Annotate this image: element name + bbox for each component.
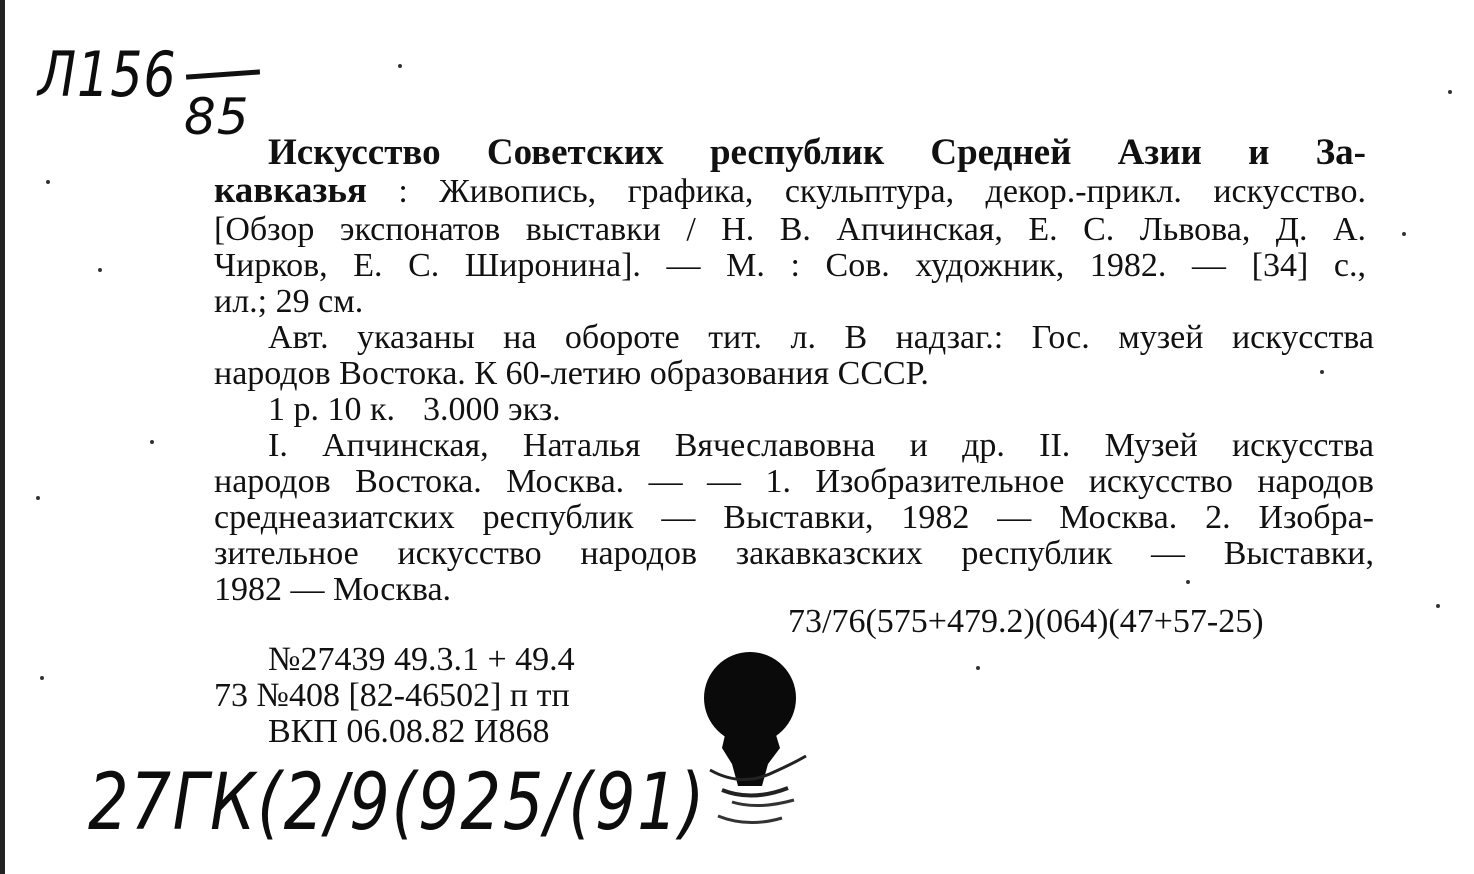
description-line-3: ил.; 29 см. (214, 283, 364, 320)
added-entry-line: народов Востока. Москва. — — 1. Изобразительное искусство народов (214, 463, 1374, 500)
copies: 3.000 экз. (423, 391, 561, 428)
speck (98, 268, 102, 272)
title-continuation: кавказья (214, 170, 367, 211)
speck (1402, 232, 1406, 236)
accession-line-3: ВКП 06.08.82 И868 (268, 713, 550, 750)
punch-hole (702, 652, 812, 832)
speck (1320, 370, 1324, 374)
handwritten-classmark: 27ГК(2/9(925/(91) (88, 758, 707, 848)
speck (1436, 604, 1440, 608)
added-entry-line: среднеазиатских республик — Выставки, 1982 — Москва. 2. Изобра- (214, 499, 1374, 536)
speck (150, 440, 154, 444)
accession-line-2: 73 №408 [82-46502] п тп (214, 677, 570, 714)
handwritten-shelfmark: Л156 (38, 38, 177, 111)
price: 1 р. 10 к. (268, 391, 396, 428)
subtitle: : Живопись, графика, скульптура, декор.-прикл. искусство. (366, 173, 1366, 210)
speck (40, 676, 44, 680)
speck (976, 666, 980, 670)
speck (1448, 90, 1452, 94)
title-line-2 (214, 170, 1366, 211)
udc-classification: 73/76(575+479.2)(064)(47+57-25) (788, 603, 1264, 640)
note-line-2: народов Востока. К 60-летию образования СССР. (214, 355, 929, 392)
handwritten-shelfmark-year: 85 (184, 88, 250, 146)
price-line (268, 392, 561, 428)
added-entry-line: зительное искусство народов закавказских республик — Выставки, (214, 535, 1374, 572)
speck (36, 496, 40, 500)
speck (46, 180, 50, 184)
card-edge (0, 0, 5, 874)
added-entry-line: 1982 — Москва. (214, 571, 452, 608)
shelfmark-fraction-bar (186, 69, 260, 79)
description-line-1: [Обзор экспонатов выставки / Н. В. Апчинская, Е. С. Львова, Д. А. (214, 211, 1366, 248)
speck (1186, 580, 1190, 584)
description-line-2: Чирков, Е. С. Широнина]. — М. : Сов. художник, 1982. — [34] с., (214, 247, 1366, 284)
title-line-1: Искусство Советских республик Средней Азии и За- (268, 132, 1366, 173)
note-line-1: Авт. указаны на обороте тит. л. В надзаг.: Гос. музей искусства (268, 319, 1374, 356)
speck (398, 64, 402, 68)
accession-line-1: №27439 49.3.1 + 49.4 (268, 641, 575, 678)
added-entry-line: I. Апчинская, Наталья Вячеславовна и др. II. Музей искусства (268, 427, 1374, 464)
